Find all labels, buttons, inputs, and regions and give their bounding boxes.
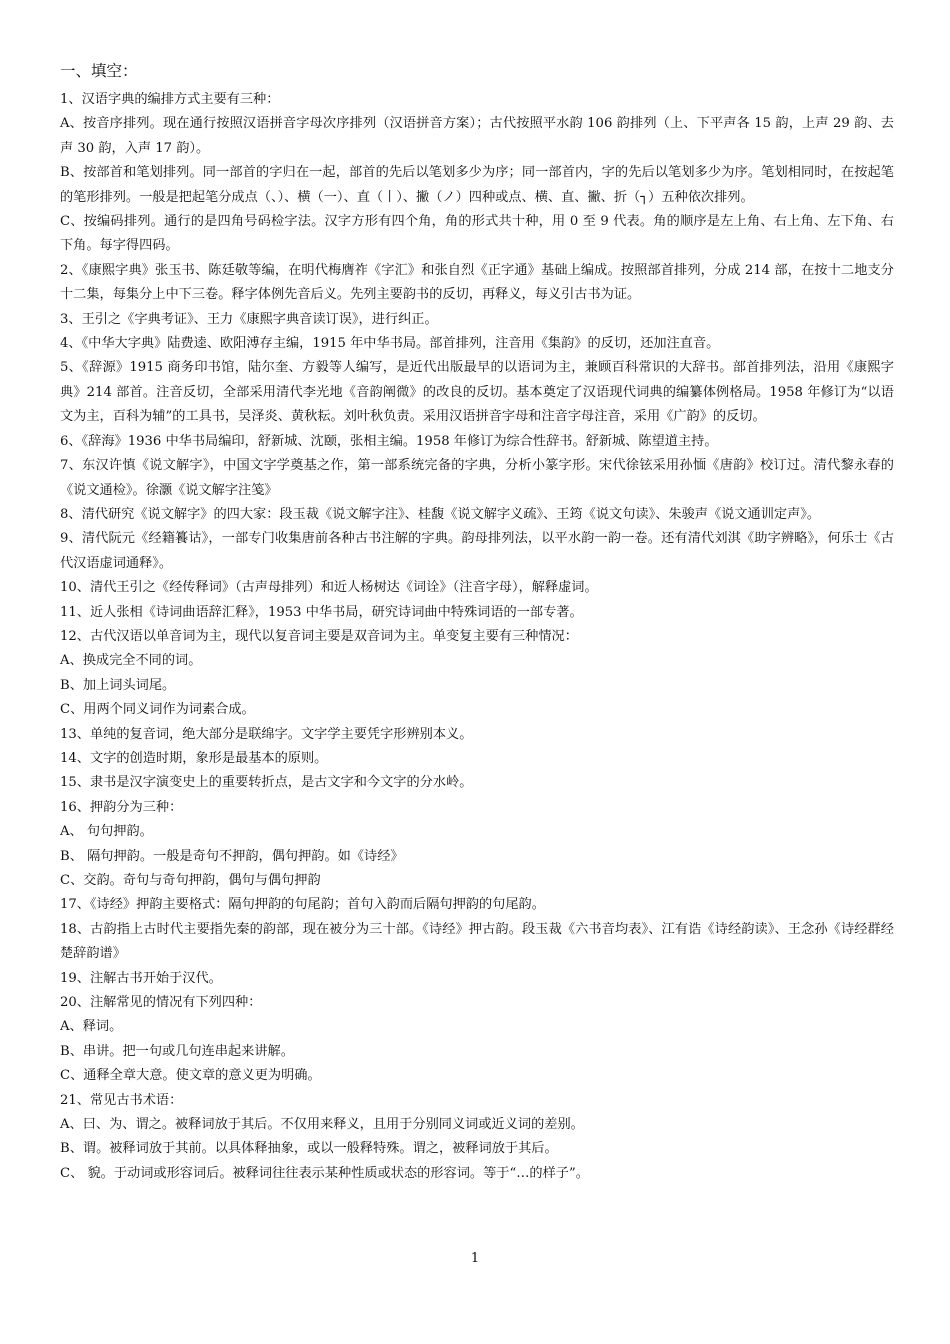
paragraph: 9、清代阮元《经籍籑诂》，一部专门收集唐前各种古书注解的字典。韵母排列法，以平水韵一韵一卷。还有清代刘淇《助字辨略》，何乐士《古代汉语虚词通释》。	[60, 531, 894, 571]
paragraph: C、通释全章大意。使文章的意义更为明确。	[60, 1068, 321, 1084]
paragraph: 7、东汉许慎《说文解字》，中国文字学奠基之作，第一部系统完备的字典，分析小篆字形。宋代徐铉采用孙愐《唐韵》校订过。清代黎永春的《说文通检》。徐灏《说文解字注笺》	[60, 458, 894, 498]
paragraph: 5、《辞源》1915 商务印书馆，陆尔奎、方毅等人编写，是近代出版最早的以语词为主，兼顾百科常识的大辞书。部首排列法，沿用《康熙字典》214 部首。注音反切，全部采用清代李光地《音韵阐微》的改良的反切。基本奠定了汉语现代词典的编纂体例格局。1958 年修订为“以语文为主，百科为辅”的工具书，吴泽炎、黄秋耘。刘叶秋负责。采用汉语拼音字母和注音字母注音，采用《广韵》的反切。	[60, 360, 894, 425]
paragraph: 11、近人张相《诗词曲语辞汇释》，1953 中华书局，研究诗词曲中特殊词语的一部专著。	[60, 604, 583, 620]
paragraph: 4、《中华大字典》陆费逵、欧阳溥存主编，1915 年中华书局。部首排列，注音用《集韵》的反切，还加注直音。	[60, 336, 720, 352]
paragraph: A、释词。	[60, 1019, 123, 1035]
paragraph: 15、隶书是汉字演变史上的重要转折点，是古文字和今文字的分水岭。	[60, 775, 473, 791]
page-number: 1	[470, 1251, 480, 1266]
paragraph: 19、注解古书开始于汉代。	[60, 970, 222, 986]
paragraph: A、 句句押韵。	[60, 824, 153, 840]
paragraph: 17、《诗经》押韵主要格式：隔句押韵的句尾韵；首句入韵而后隔句押韵的句尾韵。	[60, 897, 545, 913]
paragraph: C、交韵。奇句与奇句押韵，偶句与偶句押韵	[60, 873, 321, 888]
paragraph: 12、古代汉语以单音词为主，现代以复音词主要是双音词为主。单变复主要有三种情况：	[60, 628, 578, 644]
paragraph: 6、《辞海》1936 中华书局编印，舒新城、沈颐，张相主编。1958 年修订为综合性辞书。舒新城、陈望道主持。	[60, 433, 718, 449]
paragraph: A、按音序排列。现在通行按照汉语拼音字母次序排列（汉语拼音方案）；古代按照平水韵 106 韵排列（上、下平声各 15 韵，上声 29 韵、去声 30 韵，入声 17 韵）。	[60, 116, 894, 156]
paragraph: 18、古韵指上古时代主要指先秦的韵部，现在被分为三十部。《诗经》押古韵。段玉裁《六书音均表》、江有诰《诗经韵读》、王念孙《诗经群经楚辞韵谱》	[60, 921, 894, 962]
paragraph: 20、注解常见的情况有下列四种：	[60, 995, 262, 1011]
body-text	[60, 88, 894, 1186]
paragraph: 16、押韵分为三种：	[60, 799, 183, 815]
paragraph: C、用两个同义词作为词素合成。	[60, 702, 255, 718]
paragraph: 13、单纯的复音词，绝大部分是联绵字。文字学主要凭字形辨别本义。	[60, 726, 473, 742]
paragraph: C、按编码排列。通行的是四角号码检字法。汉字方形有四个角，角的形式共十种，用 0 至 9 代表。角的顺序是左上角、右上角、左下角、右下角。每字得四码。	[60, 214, 894, 254]
section-heading: 一、填空：	[60, 62, 138, 80]
paragraph: 8、清代研究《说文解字》的四大家：段玉裁《说文解字注》、桂馥《说文解字义疏》、王筠《说文句读》、朱骏声《说文通训定声》。	[60, 506, 821, 522]
paragraph: B、加上词头词尾。	[60, 677, 176, 693]
paragraph: C、 貌。于动词或形容词后。被释词往往表示某种性质或状态的形容词。等于“…的样子”。	[60, 1165, 589, 1181]
paragraph: 3、王引之《字典考证》、王力《康熙字典音读订误》，进行纠正。	[60, 311, 438, 327]
paragraph: 21、常见古书术语：	[60, 1092, 183, 1108]
paragraph: B、按部首和笔划排列。同一部首的字归在一起，部首的先后以笔划多少为序；同一部首内，字的先后以笔划多少为序。笔划相同时，在按起笔的笔形排列。一般是把起笔分成点（、）、横（一）、直（丨）、撇（ノ）四种或点、横、直、撇、折（┐）五种依次排列。	[60, 165, 894, 205]
paragraph: 2、《康熙字典》张玉书、陈廷敬等编，在明代梅膺祚《字汇》和张自烈《正字通》基础上编成。按照部首排列，分成 214 部，在按十二地支分十二集，每集分上中下三卷。释字体例先音后义。先列主要韵书的反切，再释义，每义引古书为证。	[60, 262, 894, 303]
paragraph: 10、清代王引之《经传释词》（古声母排列）和近人杨树达《词诠》（注音字母），解释虚词。	[60, 580, 598, 596]
paragraph: B、谓。被释词放于其前。以具体释抽象，或以一般释特殊。谓之，被释词放于其后。	[60, 1141, 558, 1157]
paragraph: B、 隔句押韵。一般是奇句不押韵，偶句押韵。如《诗经》	[60, 848, 404, 864]
paragraph: A、换成完全不同的词。	[60, 653, 202, 669]
paragraph: 1、汉语字典的编排方式主要有三种：	[60, 92, 280, 107]
paragraph: 14、文字的创造时期，象形是最基本的原则。	[60, 750, 328, 766]
paragraph: B、串讲。把一句或几句连串起来讲解。	[60, 1043, 294, 1059]
paragraph: A、曰、为、谓之。被释词放于其后。不仅用来释义，且用于分别同义词或近义词的差别。	[60, 1117, 584, 1133]
